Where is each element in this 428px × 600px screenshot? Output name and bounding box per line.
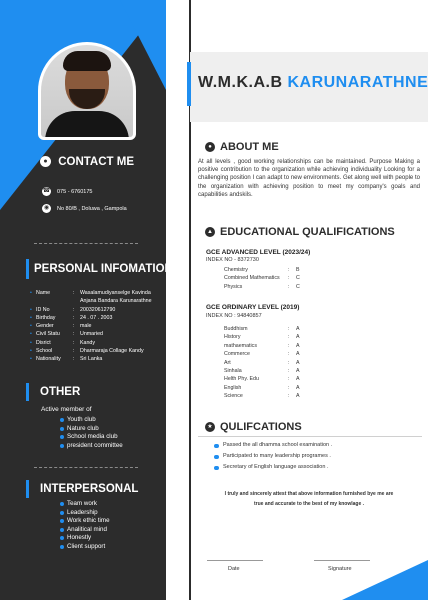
list-item: Analitical mind <box>60 526 110 535</box>
list-item: Leadership <box>60 509 110 518</box>
grade-row: mathaematics : A <box>224 342 300 349</box>
award-icon: ★ <box>205 422 215 432</box>
other-heading: OTHER <box>40 386 81 398</box>
ol-title: GCE ORDINARY LEVEL (2019) <box>206 304 300 311</box>
contact-phone: ☎ 075 - 6760175 <box>42 188 93 195</box>
graduation-cap-icon: ▲ <box>205 227 215 237</box>
ol-grades <box>224 325 300 401</box>
list-item: Work ethic time <box>60 517 110 526</box>
corner-decoration <box>342 560 428 600</box>
personal-row: • Disrict : Kandy <box>30 339 96 346</box>
al-title: GCE ADVANCED LEVEL (2023/24) <box>206 249 311 256</box>
grade-row: Helth Phy. Edu : A <box>224 376 300 383</box>
qualifications-list <box>214 440 332 473</box>
personal-row: Anjana Bandara Karunarathne <box>80 298 152 305</box>
personal-row: • Nationality : Sri Lanka <box>30 356 103 363</box>
date-line <box>207 560 263 561</box>
qualifications-heading: ★ QULIFCATIONS <box>205 421 302 433</box>
signature-label: Signature <box>328 566 352 572</box>
other-subtitle: Active member of <box>41 406 92 413</box>
full-name: W.M.K.A.B KARUNARATHNE <box>198 74 428 91</box>
profile-photo <box>38 42 136 140</box>
grade-row: Physics : C <box>224 283 300 290</box>
list-item: Nature club <box>60 425 123 434</box>
contact-heading: ● CONTACT ME <box>40 156 134 168</box>
section-accent-bar <box>26 480 29 498</box>
list-item: Participated to many leadership programes . <box>214 451 332 462</box>
divider <box>34 467 138 468</box>
person-icon: ● <box>40 156 51 167</box>
divider <box>34 243 138 244</box>
list-item: Youth club <box>60 416 123 425</box>
personal-info-table <box>30 289 192 364</box>
list-item: Secretary of English language association . <box>214 462 332 473</box>
about-text: At all levels , good working relationships can be maintained. Purpose Making a positive contribution to the organization while achieving individuality Looking for a challenging position I can adapt to new environments. Get along well with people to the organization with achieving position to meet my company's goals and capabilities andskils. <box>198 159 420 198</box>
ol-index: INDEX NO : 94840857 <box>206 313 262 319</box>
phone-icon: ☎ <box>42 188 51 194</box>
location-pin-icon: ◉ <box>43 205 50 211</box>
section-accent-bar <box>26 259 29 279</box>
personal-row: • Birthday : 24 . 07 . 2003 <box>30 314 113 321</box>
personal-row: • School : Dharmaraja Collage Kandy <box>30 348 144 355</box>
grade-row: Art : A <box>224 359 300 366</box>
list-item: Honestly <box>60 534 110 543</box>
person-icon: ● <box>205 142 215 152</box>
personal-row: • Civil Statu : Unmaried <box>30 331 103 338</box>
about-heading: ● ABOUT ME <box>205 141 279 153</box>
date-label: Date <box>228 566 240 572</box>
grade-row: Combined Mathematics : C <box>224 275 300 282</box>
al-grades <box>224 266 300 291</box>
grade-row: Science : A <box>224 393 300 400</box>
section-accent-bar <box>26 383 29 401</box>
list-item: president committee <box>60 442 123 451</box>
interpersonal-list <box>60 500 110 551</box>
contact-address: ◉ No 80/B , Doluwa , Gampola <box>43 205 127 212</box>
list-item: Team work <box>60 500 110 509</box>
list-item: Passed the all dhamma school examination . <box>214 440 332 451</box>
grade-row: History : A <box>224 334 300 341</box>
grade-row: Chemistry : B <box>224 267 300 273</box>
list-item: Client support <box>60 543 110 552</box>
grade-row: Sinhala : A <box>224 368 300 375</box>
interpersonal-heading: INTERPERSONAL <box>40 483 139 495</box>
section-rule <box>198 436 422 437</box>
personal-row: • ID No : 200320612790 <box>30 306 116 313</box>
al-index: INDEX NO - 8372730 <box>206 257 259 263</box>
personal-row: • Gender : male <box>30 323 92 330</box>
other-list <box>60 416 123 450</box>
grade-row: Buddhism : A <box>224 326 300 332</box>
personal-row: • Name : Wasalamudiyanselge Kavinda <box>30 290 151 296</box>
grade-row: English : A <box>224 384 300 391</box>
grade-row: Commerce : A <box>224 351 300 358</box>
list-item: School media club <box>60 433 123 442</box>
personal-heading: PERSONAL INFOMATION <box>34 263 173 275</box>
declaration: I truly and sincerely attest that above information furnished bye me are true and accurate to the best of my knowlage . <box>224 491 394 507</box>
education-heading: ▲ EDUCATIONAL QUALIFICATIONS <box>205 226 395 238</box>
name-accent-bar <box>187 62 191 106</box>
